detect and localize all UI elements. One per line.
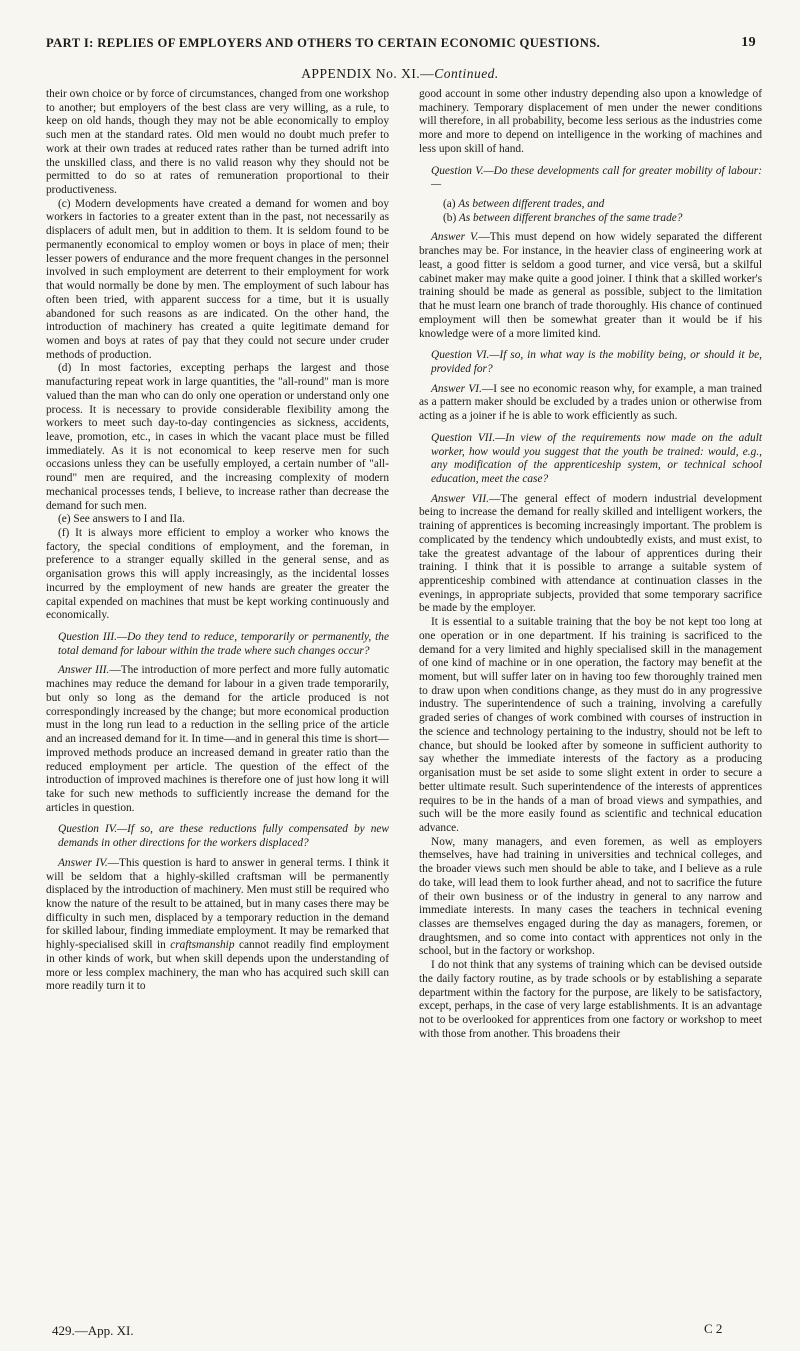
paragraph: (f) It is always more efficient to employ a worker who knows the factory, the special conditions of employment, and the foreman, in preference to a stranger equally skilled in the general sense, and as organisation grows this will apply increasingly, as the incidental losses incurred by the employment of new hands are greater the greater the capital expended on machines that must be kept working continuously and economically. <box>46 527 389 622</box>
paragraph: their own choice or by force of circumstances, changed from one workshop to another; but employers of the best class are very willing, as a rule, to keep on old hands, though they may not be able economically to employ such men at the standard rates. Old men would no doubt much prefer to work at their own trades at reduced rates rather than be turned adrift into the unskilled class, and there is no valid reason why they should not be permitted to do so at rates of remuneration proportional to their productiveness. <box>46 88 389 197</box>
answer-5 <box>419 231 762 341</box>
paragraph: (c) Modern developments have created a demand for women and boy workers in factories to a greater extent than in the past, not necessarily as displacers of adult men, but in addition to them. It is seldom found to be permanently economical to employ women or boys in place of men; their lesser powers of endurance and the more frequent changes in the personnel involved in such employment are deterrent to their employment for work that would normally be done by men. The employment of such labour has often been tried, with apparent success for a time, but it is usually abandoned for such reasons as are indicated. On the other hand, the introduction of machinery has created a quite legitimate demand for women and boys at rates of pay that they could not secure under cruder methods of production. <box>46 197 389 361</box>
paragraph: Now, many managers, and even foremen, as well as employers themselves, have had training in universities and technical colleges, and the broader views such men should be able to take, and I believe as a rule do take, will lead them to look further ahead, and not to sacrifice the future of their own business or of the industry in general to any narrow and immediate interests. In many cases the teachers in technical evening classes are themselves engaged during the day as managers, foremen, or draughtsmen, and so come into contact with apprentices not only in the school, but in the factory or workshop. <box>419 835 762 958</box>
question-4: Question IV.—If so, are these reductions fully compensated by new demands in other directions for the workers displaced? <box>58 823 389 850</box>
question-3: Question III.—Do they tend to reduce, temporarily or permanently, the total demand for labour within the trade where such changes occur? <box>58 631 389 657</box>
answer-text: —The general effect of modern industrial development being to increase the demand for really skilled and intelligent workers, the training of apprentices is becoming increasingly important. The problem is complicated by the tendency which undoubtedly exists, and must exist, to take the greatest advantage of the labour of apprentices during their training. I think that it is possible to arrange a suitable system of apprenticeship combined with attendance at continuation classes in the evenings, in appropriate subjects, provided that some temporary sacrifice be made by the employer. <box>419 492 763 615</box>
answer-label: Answer IV. <box>58 856 108 869</box>
question-5: Question V.—Do these developments call for greater mobility of labour:— <box>431 164 762 191</box>
answer-text: —This must depend on how widely separated the different branches may be. For instance, in the heavier class of engineering work at least, a good fitter is seldom a good turner, and vice versâ, but a skilful cabinet maker may make quite a good joiner. I think that a skilled worker's training should be made as general as possible, subject to the limitation that he must learn one branch of trade thoroughly. His chance of continued employment will then be somewhat greater than it would be if his knowledge were of a more limited kind. <box>419 231 762 340</box>
answer-text: —This question is hard to answer in general terms. I think it will be seldom that a highly-skilled craftsman will be permanently displaced by the introduction of machinery. Men must still be required who know the nature of the result to be attained, but in many cases there may be difficulty in such men, displaced by a temporary reduction in the demand for skilled labour, finding immediate employment. It may be remarked that highly-specialised skill in <box>46 856 389 952</box>
paragraph: (d) In most factories, excepting perhaps the largest and those manufacturing repeat work in large quantities, the "all-round" man is more valued than the man who can do only one operation or understand only one process. It is necessary to provide considerable flexibility among the workers to meet such day-to-day contingencies as sickness, accidents, leave, promotion, etc., in cases in which the vacant place must be filled immediately. As it is not economical to keep reserve men for such occasions unless they can be usefully employed, a certain number of "all-round" men are required, and the increasing complexity of modern mechanical processes tends, I believe, to increase rather than decrease the demand for such men. <box>46 362 389 512</box>
paragraph: I do not think that any systems of training which can be devised outside the daily factory routine, as by trade schools or by establishing a separate department within the factory for the purpose, are likely to be satisfactory, except, perhaps, in the case of very large establishments. It is an advantage not to be overlooked for apprentices from one factory or workshop to meet with those from another. This broadens their <box>419 959 762 1040</box>
question-6: Question VI.—If so, in what way is the mobility being, or should it be, provided for? <box>431 349 762 375</box>
running-head <box>46 36 756 51</box>
answer-label: Answer III. <box>58 664 110 677</box>
paragraph: good account in some other industry depending also upon a knowledge of machinery. Temporary displacement of men under the newer conditions will therefore, in all probability, become less serious as the industries come more and more to depend on intelligence in the working of machines and less upon skill of hand. <box>419 88 762 155</box>
appendix-label: APPENDIX No. XI.— <box>301 66 435 81</box>
answer-text: —I see no economic reason why, for example, a man trained as a pattern maker should be excluded by a trades union or otherwise from acting as a joiner if he is able to work efficiently as such. <box>419 382 762 423</box>
answer-text: —The introduction of more perfect and more fully automatic machines may reduce the demand for labour in a given trade temporarily, but only so long as the demand for the article produced is not correspondingly increased by the change; but more economical production must in the long run lead to a reduction in the selling price of the article and an increased demand for it. In time—and in general this time is short—improved methods produce an increased demand in greater ratio than the reduced employment per article. The question of the effect of the introduction of improved machines is therefore one of just how long it will take for such new methods to sufficiently increase the demand for the articles in question. <box>46 664 389 814</box>
text-columns <box>46 88 762 1320</box>
answer-text-cont: cannot readily find employment in other kinds of work, but when skill depends upon the understanding of more or less complex machinery, the man who has acquired such skill can more readily turn it to <box>46 939 389 993</box>
answer-3 <box>46 664 389 815</box>
appendix-continued: Continued. <box>434 66 499 81</box>
sub-label: (a) <box>443 198 456 211</box>
page-number: 19 <box>741 35 756 50</box>
answer-label: Answer VII. <box>431 492 489 505</box>
right-column <box>419 88 762 1320</box>
answer-italic-term: craftsmanship <box>170 939 235 952</box>
question-7: Question VII.—In view of the requirements now made on the adult worker, how would you suggest that the youth be trained: would, e.g., any modification of the apprenticeship system, or technical school education, meet the case? <box>431 431 762 485</box>
question-5a <box>419 198 762 212</box>
answer-6 <box>419 383 762 424</box>
footer-sheet-mark: C 2 <box>704 1321 723 1336</box>
footer-signature: 429.—App. XI. <box>52 1323 134 1338</box>
left-column <box>46 88 389 1320</box>
sub-label: (b) <box>443 211 457 224</box>
answer-label: Answer VI. <box>431 382 482 395</box>
answer-7 <box>419 493 762 616</box>
paragraph: (e) See answers to I and IIa. <box>58 513 185 526</box>
question-5b <box>419 212 762 226</box>
appendix-heading <box>0 66 800 82</box>
sub-text: As between different trades, and <box>458 198 605 211</box>
running-head-title: PART I: REPLIES OF EMPLOYERS AND OTHERS TO CERTAIN ECONOMIC QUESTIONS. <box>46 36 601 50</box>
answer-4 <box>46 857 389 994</box>
answer-label: Answer V. <box>431 231 479 244</box>
paragraph: It is essential to a suitable training that the boy be not kept too long at one operation or in one department. If his training is sacrificed to the demand for a very limited and highly specialised skill in the management of one kind of machine or in one operation, the factory may benefit at the moment, but will suffer later on in having too few thoroughly trained men to draw upon when conditions change, as they must do in any progressive industry. The superintendence of such a training, involving a carefully graded series of changes of work combined with courses of instruction in the science and technology pertaining to the industry, should not be left to chance, but should be looked after by someone in sufficient authority to say whether the immediate interests of the factory as a producing organisation must be set aside to some slight extent in order to secure a better ultimate result. Such superintendence of the interests of apprentices requires to be in the hands of a man of broad views and sympathies, and such will be the more easily found as scientific and technical education advance. <box>419 616 762 834</box>
sub-text: As between different branches of the same trade? <box>458 211 683 224</box>
